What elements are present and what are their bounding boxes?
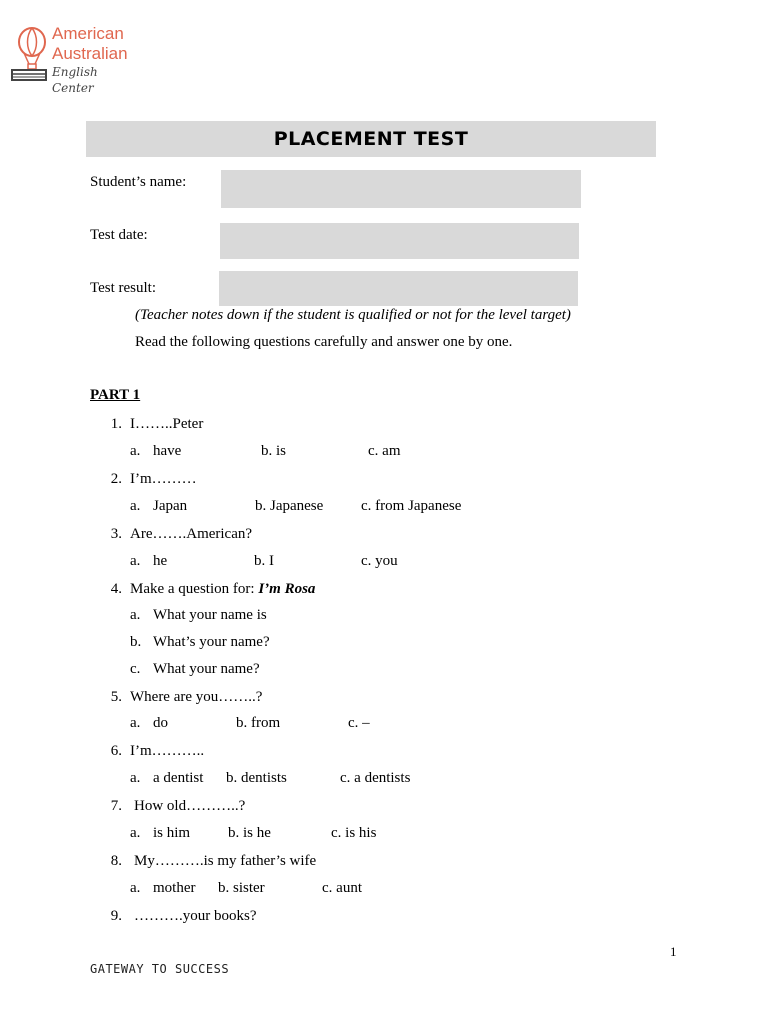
option-a[interactable]: he [153, 553, 168, 569]
option-c[interactable]: c. from Japanese [361, 498, 462, 514]
question-emphasis: I’m Rosa [258, 581, 316, 597]
option-b[interactable]: What’s your name? [153, 634, 270, 650]
question-number: 7. [110, 798, 122, 814]
question-text [130, 581, 315, 598]
question-number: 9. [110, 908, 122, 924]
question-text: I’m……….. [130, 743, 205, 759]
logo-line-3: English Center [52, 65, 98, 95]
question-text: ……….your books? [134, 908, 257, 924]
teacher-note: (Teacher notes down if the student is qualified or not for the level target) [135, 307, 571, 323]
option-c[interactable]: c. is his [331, 825, 377, 841]
option-label: a. [130, 825, 141, 841]
question-text: I’m……… [130, 471, 197, 487]
option-c[interactable]: c. you [361, 553, 398, 569]
option-label: a. [130, 553, 141, 569]
question-text: Are…….American? [130, 526, 253, 542]
option-c[interactable]: What your name? [153, 661, 260, 677]
question-number: 5. [110, 689, 122, 705]
test-result-field[interactable] [219, 271, 578, 306]
logo [10, 24, 140, 95]
option-a[interactable]: have [153, 443, 182, 459]
question-number: 6. [110, 743, 122, 759]
question-text: I……..Peter [130, 416, 204, 432]
option-c[interactable]: c. – [348, 715, 370, 731]
question-number: 3. [110, 526, 122, 542]
logo-text [52, 24, 140, 96]
logo-line-1: American [52, 24, 124, 43]
option-c[interactable]: c. aunt [322, 880, 362, 896]
instruction-text: Read the following questions carefully and answer one by one. [135, 334, 513, 350]
option-a[interactable]: What your name is [153, 607, 267, 623]
student-name-label: Student’s name: [90, 174, 187, 190]
option-a[interactable]: Japan [153, 498, 188, 514]
part-heading: PART 1 [90, 387, 141, 403]
page-number: 1 [670, 944, 677, 959]
student-name-field[interactable] [221, 170, 581, 208]
logo-line-2: Australian [52, 44, 128, 63]
option-b[interactable]: b. sister [218, 880, 265, 896]
question-number: 1. [110, 416, 122, 432]
option-a[interactable]: is him [153, 825, 191, 841]
option-b[interactable]: b. dentists [226, 770, 287, 786]
option-b[interactable]: b. I [254, 553, 274, 569]
title-bar [86, 121, 656, 157]
option-b[interactable]: b. is [261, 443, 287, 459]
option-label: a. [130, 715, 141, 731]
page-title: PLACEMENT TEST [273, 128, 469, 150]
option-c[interactable]: c. a dentists [340, 770, 411, 786]
footer-text: GATEWAY TO SUCCESS [90, 962, 230, 976]
question-text: How old………..? [134, 798, 246, 814]
question-prompt: Make a question for: [130, 581, 259, 597]
option-a[interactable]: mother [153, 880, 196, 896]
option-label: a. [130, 443, 141, 459]
option-b[interactable]: b. Japanese [255, 498, 324, 514]
question-text: My……….is my father’s wife [134, 853, 317, 869]
question-number: 8. [110, 853, 122, 869]
option-b[interactable]: b. is he [228, 825, 271, 841]
hot-air-balloon-book-icon [10, 26, 50, 84]
question-number: 2. [110, 471, 122, 487]
option-label: a. [130, 770, 141, 786]
question-number: 4. [110, 581, 122, 597]
option-c[interactable]: c. am [368, 443, 401, 459]
option-label: b. [130, 634, 142, 650]
option-a[interactable]: a dentist [153, 770, 204, 786]
test-date-field[interactable] [220, 223, 579, 259]
test-result-label: Test result: [90, 280, 157, 296]
option-a[interactable]: do [153, 715, 168, 731]
option-label: c. [130, 661, 141, 677]
option-b[interactable]: b. from [236, 715, 281, 731]
option-label: a. [130, 607, 141, 623]
test-date-label: Test date: [90, 227, 148, 243]
option-label: a. [130, 498, 141, 514]
question-text: Where are you……..? [130, 689, 263, 705]
option-label: a. [130, 880, 141, 896]
